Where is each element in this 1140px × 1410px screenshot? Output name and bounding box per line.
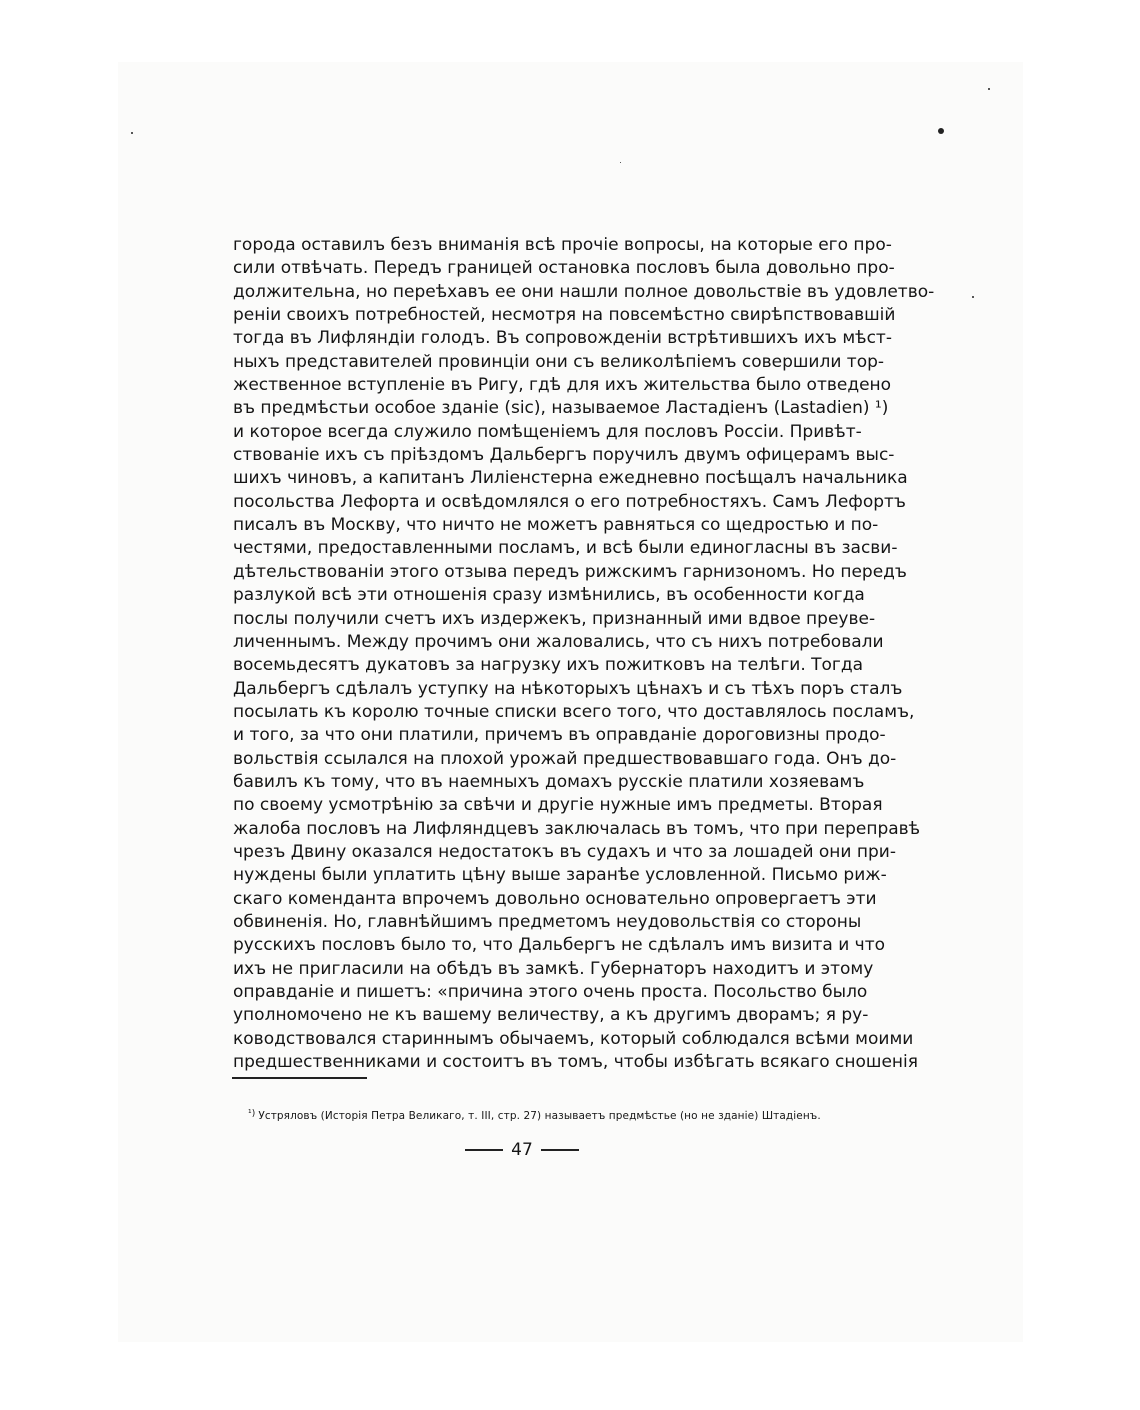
- text-line: города оставилъ безъ вниманія всѣ прочіе вопросы, на которые его про-: [233, 235, 892, 255]
- text-line: восемьдесятъ дукатовъ за нагрузку ихъ пожитковъ на телѣги. Тогда: [233, 655, 864, 676]
- text-line: бавилъ къ тому, что въ наемныхъ домахъ русскіе платили хозяевамъ: [233, 771, 865, 792]
- text-line: жалоба пословъ на Лифляндцевъ заключалась въ томъ, что при переправѣ: [233, 818, 921, 839]
- text-line: посольства Лефорта и освѣдомлялся о его потребностяхъ. Самъ Лефортъ: [233, 491, 906, 512]
- text-line: обвиненія. Но, главнѣйшимъ предметомъ неудовольствія со стороны: [233, 911, 862, 932]
- page-number: [462, 1140, 582, 1160]
- text-line: и которое всегда служило помѣщеніемъ для пословъ Россіи. Привѣт-: [233, 421, 862, 442]
- text-line: Дальбергъ сдѣлалъ уступку на нѣкоторыхъ цѣнахъ и съ тѣхъ поръ сталъ: [233, 678, 903, 699]
- text-line: чрезъ Двину оказался недостатокъ въ судахъ и что за лошадей они при-: [233, 841, 896, 862]
- text-line: по своему усмотрѣнію за свѣчи и другіе нужные имъ предметы. Вторая: [233, 795, 883, 816]
- text-line: шихъ чиновъ, а капитанъ Лиліенстерна ежедневно посѣщалъ начальника: [233, 468, 908, 489]
- text-line: реніи своихъ потребностей, несмотря на повсемѣстно свирѣпствовавшій: [233, 305, 896, 326]
- text-line: нуждены были уплатить цѣну выше заранѣе условленной. Письмо риж-: [233, 865, 887, 886]
- scan-speck: [938, 128, 944, 134]
- text-line: посылать къ королю точные списки всего того, что доставлялось посламъ,: [233, 701, 915, 722]
- footnote: [248, 1109, 821, 1122]
- text-line: должительна, но переѣхавъ ее они нашли полное довольствіе въ удовлетво-: [233, 281, 935, 302]
- scan-speck: [972, 296, 974, 298]
- text-line: жественное вступленіе въ Ригу, гдѣ для ихъ жительства было отведено: [233, 375, 892, 396]
- text-line: ныхъ представителей провинціи они съ великолѣпіемъ совершили тор-: [233, 351, 885, 372]
- text-line: честями, предоставленными посламъ, и всѣ были единогласны въ засви-: [233, 538, 898, 559]
- scan-speck: [620, 162, 621, 163]
- text-line: разлукой всѣ эти отношенія сразу измѣнились, въ особенности когда: [233, 585, 865, 606]
- text-line: русскихъ пословъ было то, что Дальбергъ не сдѣлалъ имъ визита и что: [233, 935, 886, 956]
- folio-dash-right: [541, 1149, 579, 1151]
- text-line: скаго коменданта впрочемъ довольно основательно опровергаетъ эти: [233, 888, 877, 909]
- footnote-rule: [232, 1077, 367, 1079]
- text-line: писалъ въ Москву, что ничто не можетъ равняться со щедростью и по-: [233, 515, 879, 536]
- text-line: тогда въ Лифляндіи голодъ. Въ сопровожденіи встрѣтившихъ ихъ мѣст-: [233, 328, 892, 349]
- text-line: ководствовался стариннымъ обычаемъ, который соблюдался всѣми моими: [233, 1028, 914, 1049]
- text-line: послы получили счетъ ихъ издержекъ, признанный ими вдвое преуве-: [233, 608, 876, 629]
- folio-dash-left: [465, 1149, 503, 1151]
- text-line: вольствія ссылался на плохой урожай предшествовавшаго года. Онъ до-: [233, 748, 897, 769]
- text-line: оправданіе и пишетъ: «причина этого очень проста. Посольство было: [233, 982, 868, 1002]
- text-line: дѣтельствованіи этого отзыва передъ рижскимъ гарнизономъ. Но передъ: [233, 561, 907, 582]
- text-line: въ предмѣстьи особое зданіе (sic), называемое Ластадіенъ (Lastadien) ¹): [233, 398, 889, 419]
- footnote-marker: ¹): [248, 1109, 256, 1119]
- text-line: уполномочено не къ вашему величеству, а къ другимъ дворамъ; я ру-: [233, 1005, 869, 1026]
- text-line: предшественниками и состоитъ въ томъ, чтобы избѣгать всякаго сношенія: [233, 1052, 918, 1073]
- text-line: личеннымъ. Между прочимъ они жаловались, что съ нихъ потребовали: [233, 631, 884, 652]
- scan-speck: [988, 88, 990, 90]
- text-line: сили отвѣчать. Передъ границей остановка пословъ была довольно про-: [233, 258, 895, 279]
- body-text: [233, 234, 935, 1074]
- scan-speck: [131, 132, 133, 134]
- text-line: ствованіе ихъ съ пріѣздомъ Дальбергъ поручилъ двумъ офицерамъ выс-: [233, 445, 895, 466]
- footnote-text: Устряловъ (Исторія Петра Великаго, т. III, стр. 27) называетъ предмѣстье (но не зданіе) Штадіенъ.: [258, 1110, 821, 1122]
- text-line: и того, за что они платили, причемъ въ оправданіе дороговизны продо-: [233, 725, 886, 746]
- text-line: ихъ не пригласили на обѣдъ въ замкѣ. Губернаторъ находитъ и этому: [233, 958, 874, 979]
- page-number-value: 47: [511, 1140, 533, 1160]
